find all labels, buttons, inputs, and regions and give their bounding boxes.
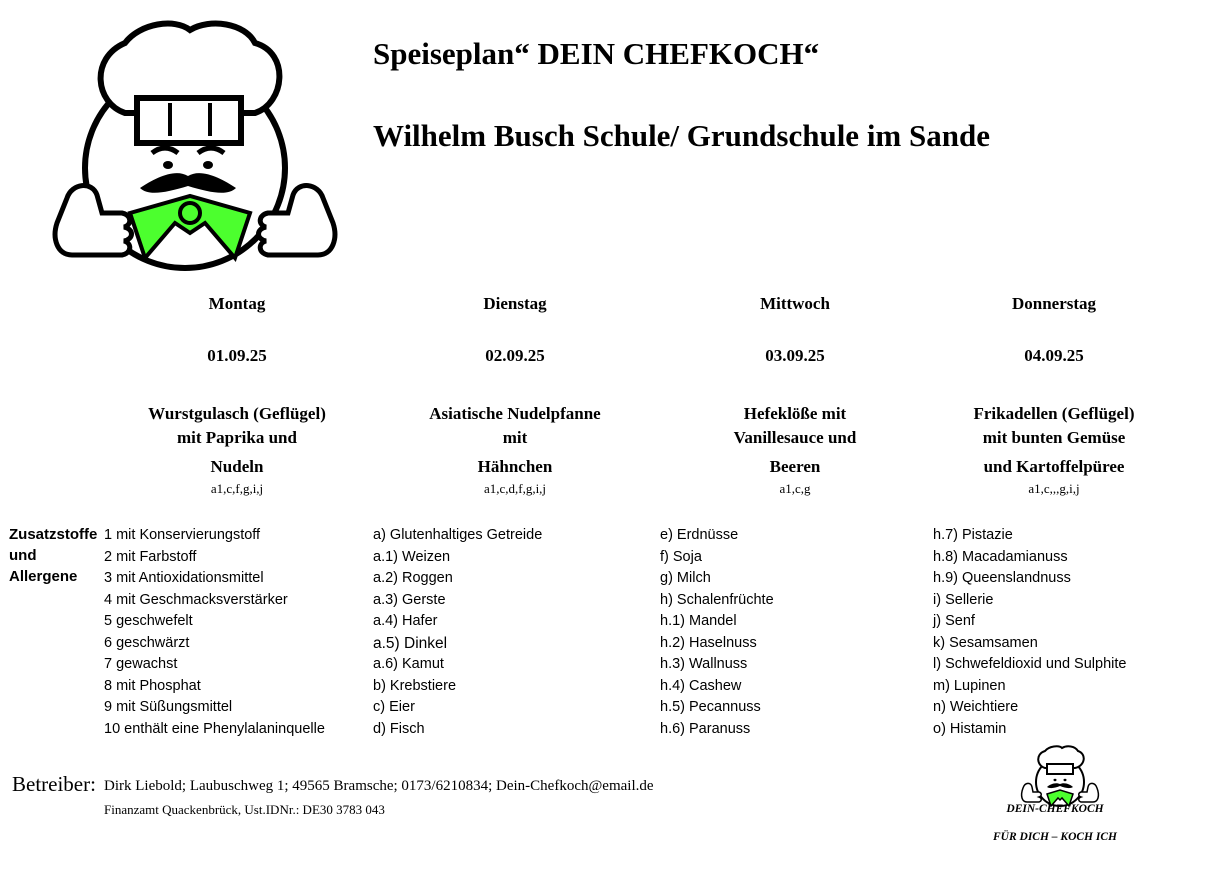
list-item: 3 mit Antioxidationsmittel [104,570,264,586]
list-item: a.4) Hafer [373,613,438,629]
list-item: 6 geschwärzt [104,634,190,651]
allergens-list-3 [933,525,1126,740]
allergen-codes: a1,c,d,f,g,i,j [483,481,547,496]
legend-heading-line: Zusatzstoffe [9,526,98,543]
day-date: 03.09.25 [765,346,825,365]
list-item: 9 mit Süßungsmittel [104,699,233,715]
list-item: 7 gewachst [104,656,178,672]
list-item: c) Eier [373,699,415,715]
list-item: a.3) Gerste [373,591,446,608]
allergen-codes: a1,c,f,g,i,j [210,481,264,496]
page-title: Speiseplan“ DEIN CHEFKOCH“ [373,36,820,71]
meal-line-2: mit bunten Gemüse [982,428,1126,447]
additives-list [104,525,325,740]
meal-line-1: Asiatische Nudelpfanne [429,404,601,423]
list-item: f) Soja [660,548,702,565]
allergens-list-1 [373,525,542,740]
list-item: h.1) Mandel [660,613,737,629]
day-date: 01.09.25 [207,346,267,365]
list-item: 10 enthält eine Phenylalaninquelle [104,720,325,737]
list-item: h.2) Haselnuss [660,634,757,651]
meal-line-3: Hähnchen [477,457,553,476]
list-item: h.4) Cashew [660,677,742,694]
list-item: h.5) Pecannuss [660,699,761,715]
list-item: 1 mit Konservierungstoff [104,527,261,543]
meal-line-1: Frikadellen (Geflügel) [973,404,1135,423]
list-item: h.3) Wallnuss [660,656,748,672]
meal-line-2: Vanillesauce und [733,428,857,447]
legend-heading-line: Allergene [9,568,78,585]
meal-line-3: und Kartoffelpüree [983,457,1125,476]
list-item: n) Weichtiere [933,699,1019,715]
day-name: Donnerstag [1011,294,1097,313]
day-name: Mittwoch [760,294,830,313]
allergen-codes: a1,c,g [779,481,811,496]
list-item: 5 geschwefelt [104,613,193,629]
day-date: 04.09.25 [1024,346,1084,365]
list-item: j) Senf [933,613,975,629]
day-name: Dienstag [483,294,547,313]
list-item: h) Schalenfrüchte [660,591,774,608]
school-name: Wilhelm Busch Schule/ Grundschule im Sande [373,118,990,153]
list-item: d) Fisch [373,720,425,737]
operator-address: Dirk Liebold; Laubuschweg 1; 49565 Bramsche; 0173/6210834; Dein-Chefkoch@email.de [104,778,654,794]
list-item: 8 mit Phosphat [104,677,201,694]
meal-line-1: Wurstgulasch (Geflügel) [148,404,326,423]
day-name: Montag [208,294,266,313]
list-item: a.2) Roggen [373,570,453,586]
list-item: h.8) Macadamianuss [933,548,1068,565]
list-item: e) Erdnüsse [660,527,739,543]
footer-brand: DEIN-CHEFKOCH [1006,803,1104,815]
day-date: 02.09.25 [485,346,545,365]
list-item: k) Sesamsamen [933,634,1038,651]
chef-mascot-small-icon [1015,744,1105,810]
list-item: h.9) Queenslandnuss [933,570,1071,586]
list-item: i) Sellerie [933,591,994,608]
allergen-codes: a1,c,,,g,i,j [1028,481,1080,496]
chef-mascot-icon [40,18,350,273]
allergens-list-2 [660,525,774,740]
list-item: a.6) Kamut [373,656,444,672]
list-item: l) Schwefeldioxid und Sulphite [933,656,1127,672]
list-item: h.6) Paranuss [660,720,751,737]
list-item: 2 mit Farbstoff [104,548,197,565]
legend-heading [9,524,97,587]
list-item: o) Histamin [933,720,1007,737]
list-item: a.1) Weizen [373,548,451,565]
list-item: g) Milch [660,570,711,586]
list-item: 4 mit Geschmacksverstärker [104,591,288,608]
list-item: m) Lupinen [933,677,1006,694]
meal-line-3: Beeren [769,457,821,476]
list-item: a.5) Dinkel [373,634,448,652]
operator-label: Betreiber: [12,772,96,796]
list-item: h.7) Pistazie [933,527,1013,543]
list-item: b) Krebstiere [373,677,457,694]
footer-slogan: FÜR DICH – KOCH ICH [993,831,1117,843]
list-item: a) Glutenhaltiges Getreide [373,527,543,543]
operator-tax-info: Finanzamt Quackenbrück, Ust.IDNr.: DE30 3783 043 [104,802,385,817]
meal-line-2: mit [502,428,528,447]
legend-heading-line: und [9,547,37,564]
meal-line-3: Nudeln [210,457,264,476]
meal-line-1: Hefeklöße mit [743,404,847,423]
meal-line-2: mit Paprika und [177,428,297,447]
